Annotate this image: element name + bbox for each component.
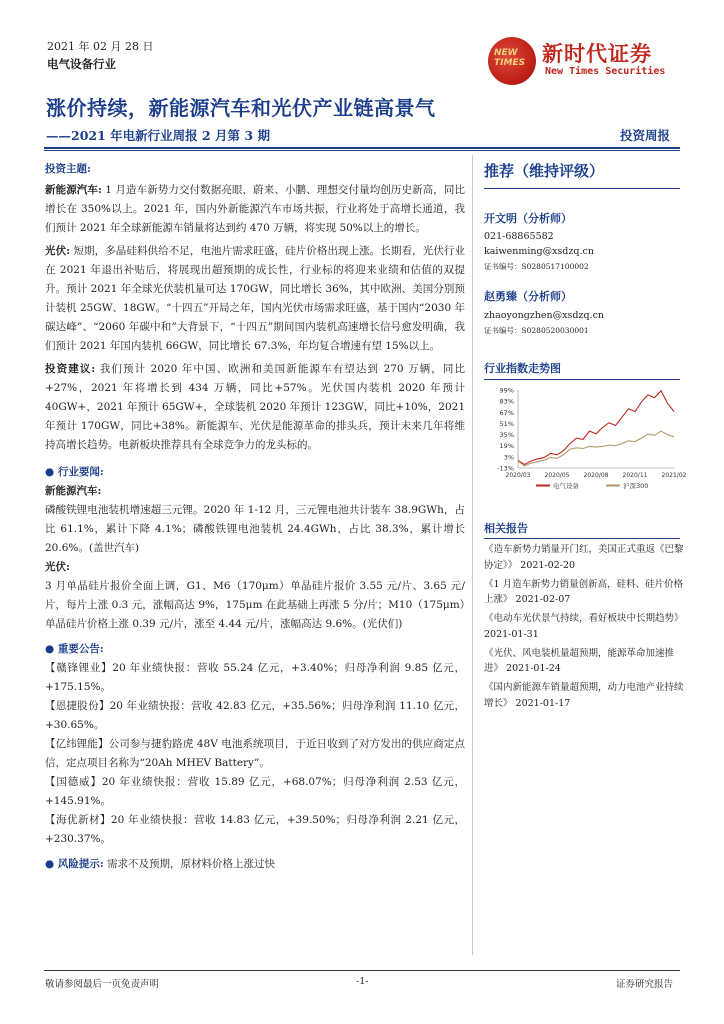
announcement-item: 【亿纬锂能】公司参与捷豹路虎 48V 电池系统项目，于近日收到了对方发出的供应商定点信，定点项目名称为“20Ah MHEV Battery”。 <box>45 738 465 769</box>
footer-report-type: 证券研究报告 <box>616 979 674 990</box>
footer-divider <box>44 970 680 971</box>
news-ev-text: 磷酸铁锂电池装机增速超三元锂。2020 年 1-12 月，三元锂电池共计装车 38.9GWh，占比 61.1%，累计下降 4.1%；磷酸铁锂电池装机 24.4GWh，占比 38.3%，累计增长 20.6%。(盖世汽车) <box>45 504 465 554</box>
report-link[interactable]: 《光伏、风电装机量超预期，能源革命加速推进》 2021-01-24 <box>484 647 675 674</box>
analyst-block <box>484 210 684 272</box>
y-tick-label: 99% <box>499 386 514 395</box>
related-reports-title: 相关报告 <box>484 522 528 535</box>
logo-company-name: 新时代证券 <box>542 42 652 66</box>
x-tick-label: 2020/11 <box>622 472 648 479</box>
y-tick-label: 51% <box>499 419 514 428</box>
y-tick-label: 19% <box>499 442 514 451</box>
advice-paragraph <box>45 360 465 455</box>
announcement-item: 【赣锋锂业】20 年业绩快报：营收 55.24 亿元，+3.40%；归母净利润 9.85 亿元，+175.15%。 <box>45 662 465 693</box>
logo-company-name-en: New Times Securities <box>545 66 666 77</box>
news-pv-label: 光伏: <box>45 561 70 573</box>
x-tick-label: 2021/02 <box>661 472 687 479</box>
y-tick-label: 35% <box>499 431 514 440</box>
report-link[interactable]: 《国内新能源车销量超预期，动力电池产业持续增长》 2021-01-17 <box>484 682 684 709</box>
chart-divider <box>484 379 680 380</box>
report-link[interactable]: 《造车新势力销量开门红，美国正式重返《巴黎协定》》 2021-02-20 <box>484 544 684 571</box>
news-section-title: ● 行业要闻: <box>45 466 104 478</box>
ev-label: 新能源汽车: <box>45 184 102 196</box>
pv-text: 短期，多晶硅料供给不足，电池片需求旺盛，硅片价格出现上涨。长期看，光伏行业在 2021 年退出补贴后，将展现出超预期的成长性，行业标的将迎来业绩和估值的双提升。预计 2021 年全球光伏装机量可达 170GW，同比增长 36%，其中欧洲、美国分别预计装机 25GW、18GW。“十四五”开局之年，国内光伏市场需求旺盛，基于国内“2030 年碳达峰”、“2060 年碳中和”大背景下，“十四五”期间国内装机高速增长信号愈发明确，我们预计 2021 年国内装机 66GW，同比增长 67.3%，年均复合增速有望 15%以上。 <box>45 245 465 352</box>
page-number: -1- <box>356 976 369 987</box>
announcement-item: 【恩捷股份】20 年业绩快报：营收 42.83 亿元，+35.56%；归母净利润 11.10 亿元，+30.65%。 <box>45 700 465 731</box>
analyst-name: 赵勇臻（分析师） <box>484 290 572 303</box>
news-ev-label: 新能源汽车: <box>45 485 102 497</box>
y-tick-label: 3% <box>503 453 514 462</box>
logo-badge-text: NEW TIMES <box>494 48 526 68</box>
y-tick-label: 67% <box>499 408 514 417</box>
industry-label: 电气设备行业 <box>47 57 116 71</box>
analyst-cert: 证书编号：S0280517100002 <box>484 262 589 271</box>
column-divider <box>472 155 473 955</box>
analyst-phone: 021-68865582 <box>484 231 554 242</box>
analyst-email: zhaoyongzhen@xsdzq.cn <box>484 310 605 321</box>
company-logo-icon <box>488 37 536 85</box>
header-divider-thin <box>44 150 680 151</box>
industry-index-chart <box>484 384 687 500</box>
series-line-industry <box>518 391 674 465</box>
series-line-benchmark <box>518 431 674 466</box>
header-divider <box>44 147 680 149</box>
report-date: 2021 年 02 月 28 日 <box>47 40 154 53</box>
report-link[interactable]: 《电动车光伏景气持续，看好板块中长期趋势》 2021-01-31 <box>484 613 684 640</box>
pv-label: 光伏: <box>45 245 71 257</box>
ev-text: 1 月造车新势力交付数据亮眼，蔚来、小鹏、理想交付量均创历史新高，同比增长在 350%以上。2021 年，国内外新能源汽车市场共振，行业将处于高增长通道，我们预计 2021 年全球新能源车销量将达到约 470 万辆，将实现 50%以上的增长。 <box>45 184 465 234</box>
news-pv-text: 3 月单晶硅片报价全面上调，G1、M6（170μm）单晶硅片报价 3.55 元/片、3.65 元/片，每片上涨 0.3 元，涨幅高达 9%，175μm 在此基础上再涨 5 分/片；M10（175μm）单晶硅片价格上涨 0.39 元/片，涨至 4.44 元/片，涨幅高达 9.6%。(光伏们) <box>45 580 465 630</box>
announcement-item: 【国德威】20 年业绩快报：营收 15.89 亿元，+68.07%；归母净利润 2.53 亿元，+145.91%。 <box>45 776 465 807</box>
rating-divider <box>484 188 680 189</box>
analyst-email: kaiwenming@xsdzq.cn <box>484 246 594 257</box>
pv-paragraph <box>45 242 465 356</box>
risk-paragraph: ● 风险提示: 需求不及预期，原材料价格上涨过快 <box>45 858 276 870</box>
main-content <box>45 160 465 874</box>
report-title: 涨价持续，新能源汽车和光伏产业链高景气 <box>46 96 436 120</box>
advice-label: 投资建议: <box>45 363 96 375</box>
analyst-block <box>484 288 684 336</box>
x-tick-label: 2020/05 <box>544 472 570 479</box>
advice-text: 我们预计 2020 年中国、欧洲和美国新能源车有望达到 270 万辆，同比+27%，2021 年将增长到 434 万辆，同比+57%。光伏国内装机 2020 年预计 40GW+，2021 年预计 65GW+，全球装机 2020 年预计 123GW，同比+10%，2021 年预计 170GW，同比+38%。新能源车、光伏是能源革命的排头兵，预计未来几年将维持高增长趋势。电新板块推荐具有全球竞争力的龙头标的。 <box>45 363 465 451</box>
risk-text: 需求不及预期，原材料价格上涨过快 <box>107 858 276 870</box>
report-subtitle: ——2021 年电新行业周报 2 月第 3 期 <box>46 128 270 143</box>
y-tick-label: -13% <box>497 464 514 473</box>
reports-divider <box>484 538 680 539</box>
ev-paragraph <box>45 181 465 238</box>
chart-title: 行业指数走势图 <box>484 362 561 375</box>
rating-label: 推荐（维持评级） <box>484 162 605 180</box>
invest-theme-title: 投资主题: <box>45 163 91 175</box>
footer-disclaimer: 敬请参阅最后一页免责声明 <box>45 979 160 990</box>
announce-section-title: ● 重要公告: <box>45 643 104 655</box>
legend-label: 电气设备 <box>553 482 579 490</box>
report-type: 投资周报 <box>620 128 671 143</box>
y-tick-label: 83% <box>499 397 514 406</box>
analyst-name: 开文明（分析师） <box>484 212 572 225</box>
related-reports-list <box>484 542 684 715</box>
report-link[interactable]: 《1 月造车新势力销量创新高，硅料、硅片价格上涨》 2021-02-07 <box>484 578 684 605</box>
x-tick-label: 2020/08 <box>583 472 609 479</box>
legend-label: 沪深300 <box>623 482 649 490</box>
x-tick-label: 2020/03 <box>505 472 531 479</box>
analyst-cert: 证书编号：S0280520030001 <box>484 326 589 335</box>
announcement-item: 【海优新材】20 年业绩快报：营收 14.83 亿元，+39.50%；归母净利润 2.21 亿元，+230.37%。 <box>45 814 465 845</box>
